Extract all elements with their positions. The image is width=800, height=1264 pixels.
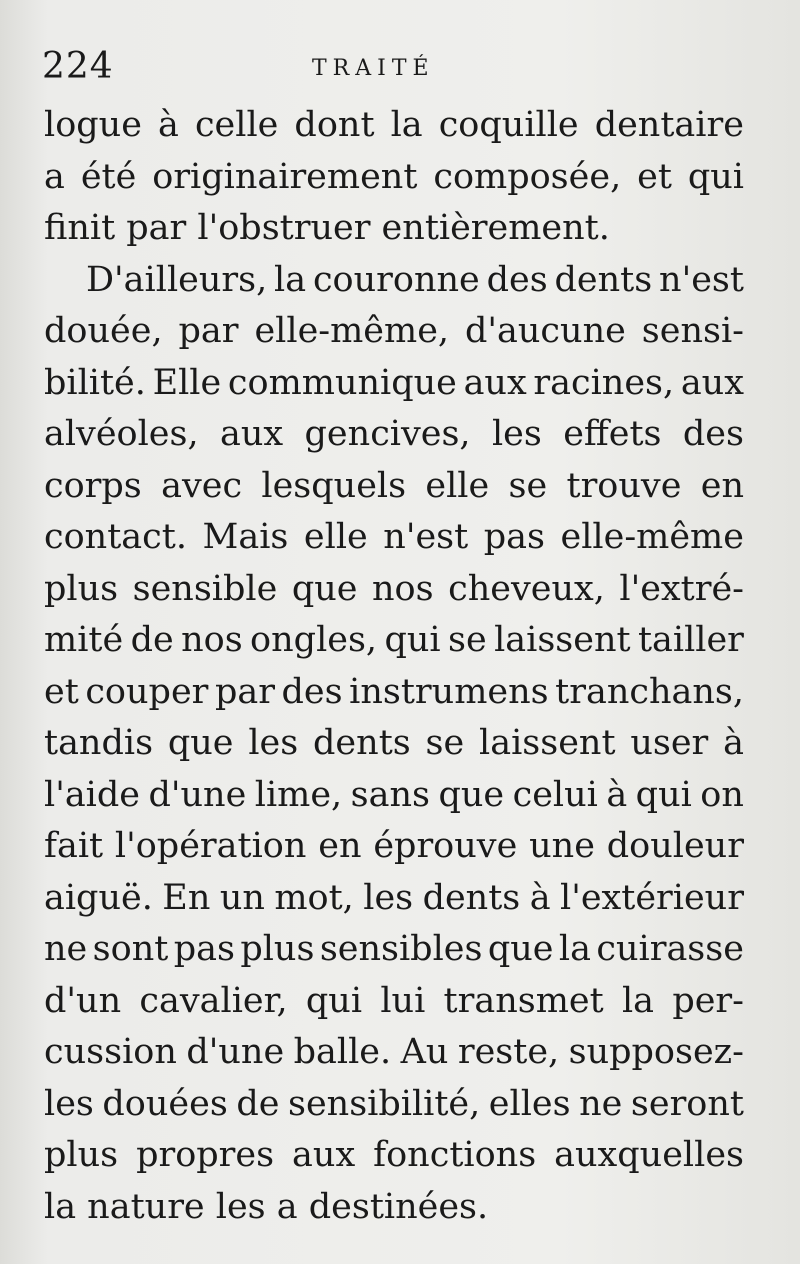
word: mot, [274,877,354,918]
text-line [44,615,744,667]
word: laissent [494,620,631,660]
word: originairement [152,156,418,197]
word: dents [422,877,521,918]
word: lime, [254,774,343,815]
word: dont [294,105,375,145]
word: pas [173,929,235,969]
word: racines, [533,362,675,403]
word: a [44,156,65,197]
word: l'opération [114,826,307,866]
word: tailler [637,620,744,660]
word: logue [44,105,142,145]
word: se [508,465,548,506]
word: et [44,671,79,712]
word: fait [44,826,104,866]
word: qui [384,620,441,660]
word: ongles, [250,620,378,660]
word: douée, [44,311,163,351]
word: dents [313,723,411,763]
word: d'aucune [464,311,626,351]
word: aux [463,362,527,403]
word: elle [303,517,368,557]
word: n'est [383,517,469,557]
word: elle-même, [254,311,450,351]
text-line [44,358,744,410]
word: mité [44,620,124,660]
word: pas [483,517,545,557]
word: celui [512,774,598,815]
word: éprouve [373,826,518,866]
word: n'est [659,259,744,300]
word: un [219,877,265,918]
word: qui [635,774,692,815]
running-head: TRAITÉ [312,56,435,81]
word: aux [292,1135,356,1175]
word: corps [44,465,142,506]
word: douleur [606,826,744,866]
word: qui [687,156,744,197]
text-line [44,718,744,770]
page-header [42,46,742,96]
word: à [723,723,744,763]
word: de [236,1083,280,1124]
word: les [491,414,542,454]
word: les [44,1083,94,1124]
word: tandis [44,723,154,763]
word: d'un [44,980,122,1021]
word: que [291,568,358,609]
word: l'extré- [619,568,744,609]
word: de [130,620,174,660]
word: la [621,980,655,1021]
body-text [44,100,744,1233]
word: composée, [433,156,622,197]
word: tranchans, [555,671,744,712]
word: Elle [152,362,222,403]
text-line [44,152,744,204]
word: et [637,156,672,197]
word: cuirasse [596,929,744,969]
word: la [274,259,307,300]
word: la [390,105,423,145]
word: user [630,723,709,763]
word: gencives, [304,414,471,454]
word: dents [554,259,653,300]
word: en [318,826,362,866]
word: à [606,774,628,815]
text-line [44,976,744,1028]
text-line [44,306,744,358]
word: d'une [186,1032,285,1072]
word: balle. [293,1032,392,1072]
text-line [44,512,744,564]
word: plus [44,568,119,609]
word: per- [672,980,744,1021]
word: que [487,929,554,969]
word: sont [92,929,169,969]
word: fonctions [373,1135,537,1175]
word: nos [372,568,434,609]
word: par [214,671,275,712]
word: lesquels [261,465,407,506]
word: on [700,774,744,815]
word: aux [680,362,744,403]
text-line [44,770,744,822]
word: en [700,465,744,506]
word: supposez- [568,1032,744,1072]
word: que [167,723,234,763]
text-line [44,461,744,513]
word: auxquelles [554,1135,744,1175]
word: se [425,723,465,763]
word: aiguë. [44,877,153,918]
word: lui [380,980,426,1021]
word: contact. [44,517,187,557]
text-line: finit par l'obstruer entièrement. [44,208,610,248]
text-line: la nature les a destinées. [44,1186,489,1227]
word: la [558,929,591,969]
word: à [158,105,179,145]
word: sensible [132,568,278,609]
word: trouve [566,465,682,506]
word: douées [102,1083,228,1124]
word: qui [305,980,363,1021]
word: reste, [457,1032,560,1072]
text-line [44,821,744,873]
word: des [486,259,548,300]
word: celle [194,105,279,145]
word: que [438,774,505,815]
word: nos [181,620,243,660]
word: instrumens [349,671,549,712]
text-line [44,667,744,719]
word: elle-même [560,517,744,557]
word: laissent [479,723,616,763]
text-line [44,564,744,616]
word: propres [136,1135,275,1175]
word: les [248,723,299,763]
word: cussion [44,1032,177,1072]
word: effets [563,414,662,454]
text-line [44,409,744,461]
text-line [44,924,744,976]
word: plus [44,1135,119,1175]
word: des [682,414,744,454]
word: été [80,156,137,197]
word: se [447,620,487,660]
word: avec [161,465,243,506]
text-line [44,1027,744,1079]
word: des [281,671,343,712]
word: D'ailleurs, [86,259,268,300]
word: ne [579,1083,623,1124]
word: alvéoles, [44,414,199,454]
word: couronne [312,259,480,300]
word: sans [350,774,430,815]
word: par [178,311,239,351]
word: l'aide [44,774,140,815]
word: elles [488,1083,571,1124]
word: couper [85,671,209,712]
text-line [44,873,744,925]
word: sensibles [319,929,483,969]
word: d'une [148,774,247,815]
word: dentaire [594,105,744,145]
word: plus [240,929,315,969]
word: aux [220,414,284,454]
word: à [529,877,551,918]
page-number: 224 [42,46,114,87]
word: Mais [202,517,289,557]
text-line [44,255,744,307]
word: ne [44,929,88,969]
text-line [44,100,744,152]
word: communique [227,362,457,403]
word: seront [630,1083,744,1124]
word: elle [425,465,490,506]
word: cavalier, [139,980,288,1021]
word: cheveux, [448,568,605,609]
word: Au [400,1032,449,1072]
word: les [363,877,414,918]
word: bilité. [44,362,146,403]
word: sensi- [641,311,744,351]
word: une [529,826,595,866]
text-line [44,1079,744,1131]
word: En [162,877,211,918]
word: sensibilité, [288,1083,481,1124]
text-line [44,1130,744,1182]
word: transmet [443,980,604,1021]
word: l'extérieur [560,877,744,918]
word: coquille [438,105,579,145]
